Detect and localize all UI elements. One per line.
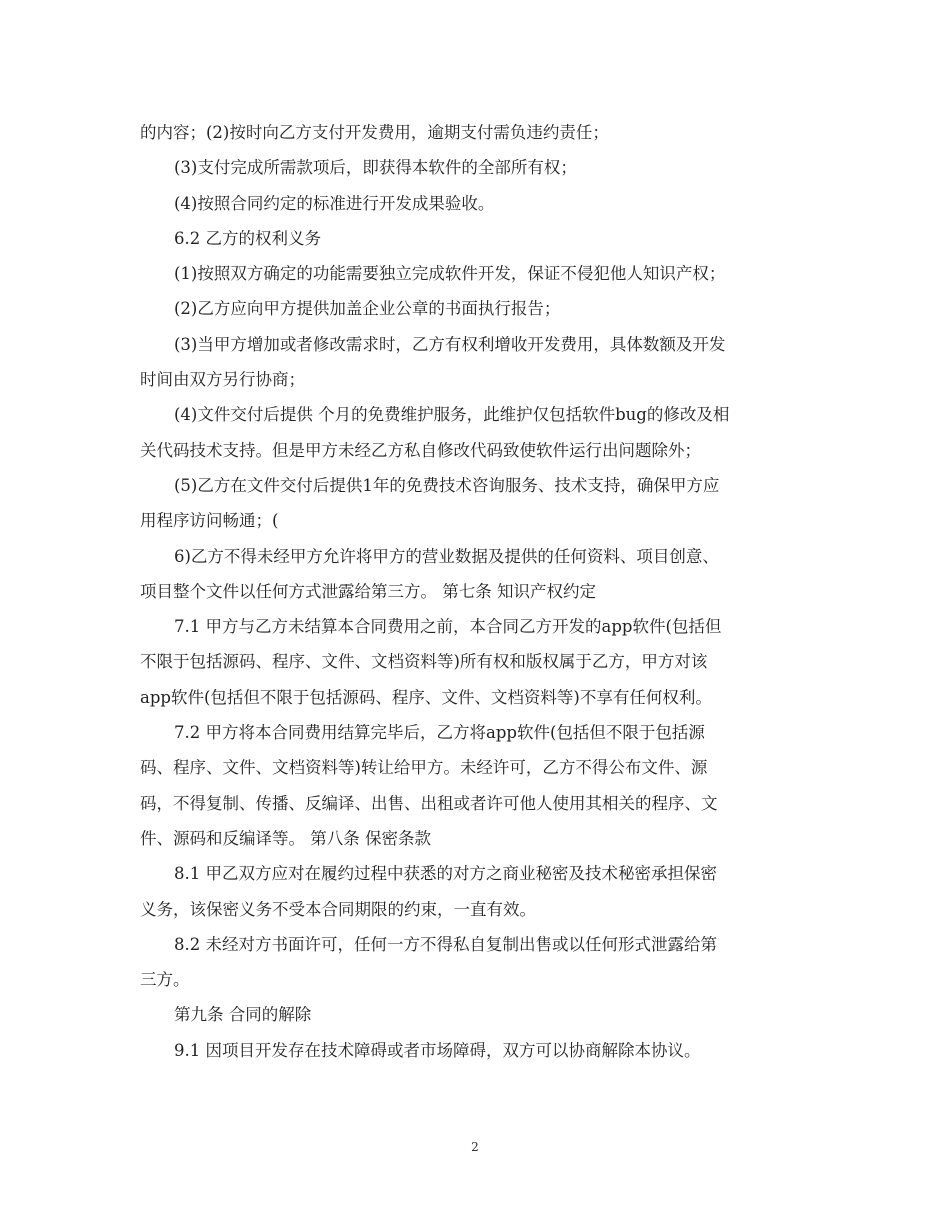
text-line: 码、程序、文件、文档资料等)转让给甲方。未经许可，乙方不得公布文件、源 <box>140 758 708 778</box>
text-line: app软件(包括但不限于包括源码、程序、文件、文档资料等)不享有任何权利。 <box>140 687 712 707</box>
text-line: (2)乙方应向甲方提供加盖企业公章的书面执行报告； <box>174 299 561 319</box>
text-line: 关代码技术支持。但是甲方未经乙方私自修改代码致使软件运行出问题除外； <box>140 440 701 460</box>
text-line: 6)乙方不得未经甲方允许将甲方的营业数据及提供的任何资料、项目创意、 <box>174 546 719 566</box>
text-line: 时间由双方另行协商； <box>140 370 305 390</box>
text-line: 用程序访问畅通；( <box>140 511 279 531</box>
text-line: 8.2 未经对方书面许可，任何一方不得私自复制出售或以任何形式泄露给第 <box>174 934 717 954</box>
text-line: 项目整个文件以任何方式泄露给第三方。 第七条 知识产权约定 <box>140 581 596 601</box>
text-line: 不限于包括源码、程序、文件、文档资料等)所有权和版权属于乙方，甲方对该 <box>140 652 708 672</box>
section-heading: 第九条 合同的解除 <box>174 1005 312 1025</box>
text-line: (3)支付完成所需款项后，即获得本软件的全部所有权； <box>174 158 577 178</box>
text-line: 9.1 因项目开发存在技术障碍或者市场障碍，双方可以协商解除本协议。 <box>174 1040 701 1060</box>
page-number: 2 <box>471 1140 479 1154</box>
text-line: 的内容；(2)按时向乙方支付开发费用，逾期支付需负违约责任； <box>140 123 609 142</box>
text-line: 码，不得复制、传播、反编译、出售、出租或者许可他人使用其相关的程序、文 <box>140 793 718 813</box>
text-line: 三方。 <box>140 970 190 990</box>
section-heading: 6.2 乙方的权利义务 <box>174 228 321 248</box>
text-line: (3)当甲方增加或者修改需求时，乙方有权利增收开发费用，具体数额及开发 <box>174 334 726 354</box>
text-line: (4)按照合同约定的标准进行开发成果验收。 <box>174 193 495 213</box>
text-line: 7.1 甲方与乙方未结算本合同费用之前，本合同乙方开发的app软件(包括但 <box>174 617 722 637</box>
text-line: (4)文件交付后提供 个月的免费维护服务，此维护仅包括软件bug的修改及相 <box>174 405 730 425</box>
document-body <box>140 115 816 1068</box>
text-line: 件、源码和反编译等。 第八条 保密条款 <box>140 828 431 848</box>
text-line: 8.1 甲乙双方应对在履约过程中获悉的对方之商业秘密及技术秘密承担保密 <box>174 864 717 884</box>
text-line: 义务，该保密义务不受本合同期限的约束，一直有效。 <box>140 899 536 919</box>
text-line: (5)乙方在文件交付后提供1年的免费技术咨询服务、技术支持，确保甲方应 <box>174 475 720 495</box>
text-line: 7.2 甲方将本合同费用结算完毕后，乙方将app软件(包括但不限于包括源 <box>174 723 705 743</box>
text-line: (1)按照双方确定的功能需要独立完成软件开发，保证不侵犯他人知识产权； <box>174 264 726 284</box>
